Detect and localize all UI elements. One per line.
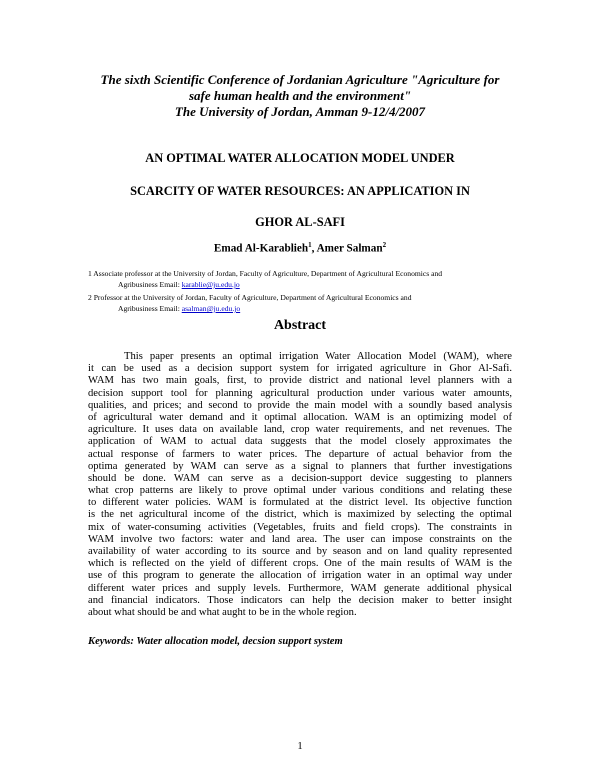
abstract-line: availability of water according to its source and by season and on land quality represented [88, 546, 512, 557]
abstract-line: WAM involve two factors: water and land area. The user can impose constraints on the [88, 533, 512, 545]
email-link[interactable]: asalman@ju.edu.jo [181, 304, 241, 313]
author-superscript: 2 [382, 241, 387, 249]
paper-title-line-3: GHOR AL-SAFI [255, 215, 345, 229]
page-number: 1 [297, 741, 303, 752]
abstract-line: about what should be and what aught to be in the whole region. [88, 606, 357, 618]
affiliation-text: Agribusiness Email: [118, 280, 182, 289]
paper-title-line-2: SCARCITY OF WATER RESOURCES: AN APPLICATION IN [130, 184, 470, 198]
email-link[interactable]: karablie@ju.edu.jo [181, 280, 240, 289]
abstract-line: qualities, and prices; and second to provide the main model with a soundly based analysis [88, 399, 512, 411]
abstract-line: and financial indicators. Those indicators can help the decision maker to better insight [88, 594, 512, 606]
abstract-line: to different water policies. WAM is formulated at the district level. Its objective function [88, 497, 512, 509]
abstract-line: which is reflected on the yield of different crops. One of the main results of WAM is the [88, 558, 512, 570]
abstract-line: of agricultural water demand and it optimal allocation. WAM is an optimizing model of [88, 411, 512, 423]
affiliation-2 [88, 292, 511, 314]
abstract-line: is the net agricultural income of the district, which is maximized by selecting the optimal [88, 509, 512, 521]
abstract-line: agriculture. It uses data on available land, crop water requirements, and net revenues. The [88, 424, 512, 436]
author-list [0, 241, 600, 255]
abstract-line: should be done. WAM can serve as a decision-support device suggesting to planners [88, 472, 512, 484]
author-separator: , [311, 242, 317, 255]
conference-line-1: The sixth Scientific Conference of Jordanian Agriculture "Agriculture for [100, 72, 500, 87]
abstract-line: different water prices and supply levels. Furthermore, WAM generate additional physical [88, 582, 512, 594]
conference-line-2: safe human health and the environment" [188, 88, 412, 103]
author-superscript: 1 [308, 241, 312, 249]
abstract-line: actual response of farmers to water prices. The departure of actual behavior from the [88, 448, 512, 460]
abstract-line: optima generated by WAM can serve as a signal to planners that further investigations [88, 460, 512, 472]
conference-line-3: The University of Jordan, Amman 9-12/4/2007 [174, 104, 426, 119]
affiliation-text: Agribusiness Email: [118, 304, 182, 313]
abstract-line: it can be used as a decision support system for irrigated agriculture in Ghor Al-Safi. [88, 363, 512, 375]
keywords: Keywords: Water allocation model, decsion support system [88, 636, 343, 647]
abstract-body [88, 351, 512, 619]
abstract-line: decision support tool for planning agricultural production under various water amounts, [88, 387, 512, 399]
abstract-line: use of this program to generate the allocation of irrigation water in an optimal way under [88, 570, 512, 582]
conference-header [70, 72, 530, 120]
affiliation-text: 2 Professor at the University of Jordan, Faculty of Agriculture, Department of Agricultural Economics and [88, 293, 412, 302]
abstract-line: mix of water-consuming activities (Vegetables, fruits and field crops). The constraints in [88, 521, 512, 533]
paper-title-line-1: AN OPTIMAL WATER ALLOCATION MODEL UNDER [145, 151, 455, 165]
abstract-line: application of WAM to actual data suggests that the model closely approximates the [88, 436, 512, 448]
abstract-line: WAM has two main goals, first, to provide district and national level planners with a [88, 375, 512, 387]
author-name: Emad Al-Karablieh [213, 242, 309, 255]
abstract-line: This paper presents an optimal irrigation Water Allocation Model (WAM), where [124, 351, 512, 362]
abstract-line: what crop patterns are likely to prove optimal under various conditions and relating these [88, 485, 512, 497]
author-name: Amer Salman [316, 242, 383, 255]
affiliation-1 [88, 268, 511, 290]
abstract-heading: Abstract [273, 318, 327, 333]
affiliation-text: 1 Associate professor at the University of Jordan, Faculty of Agriculture, Department of Agricultural Economics and [88, 269, 443, 278]
